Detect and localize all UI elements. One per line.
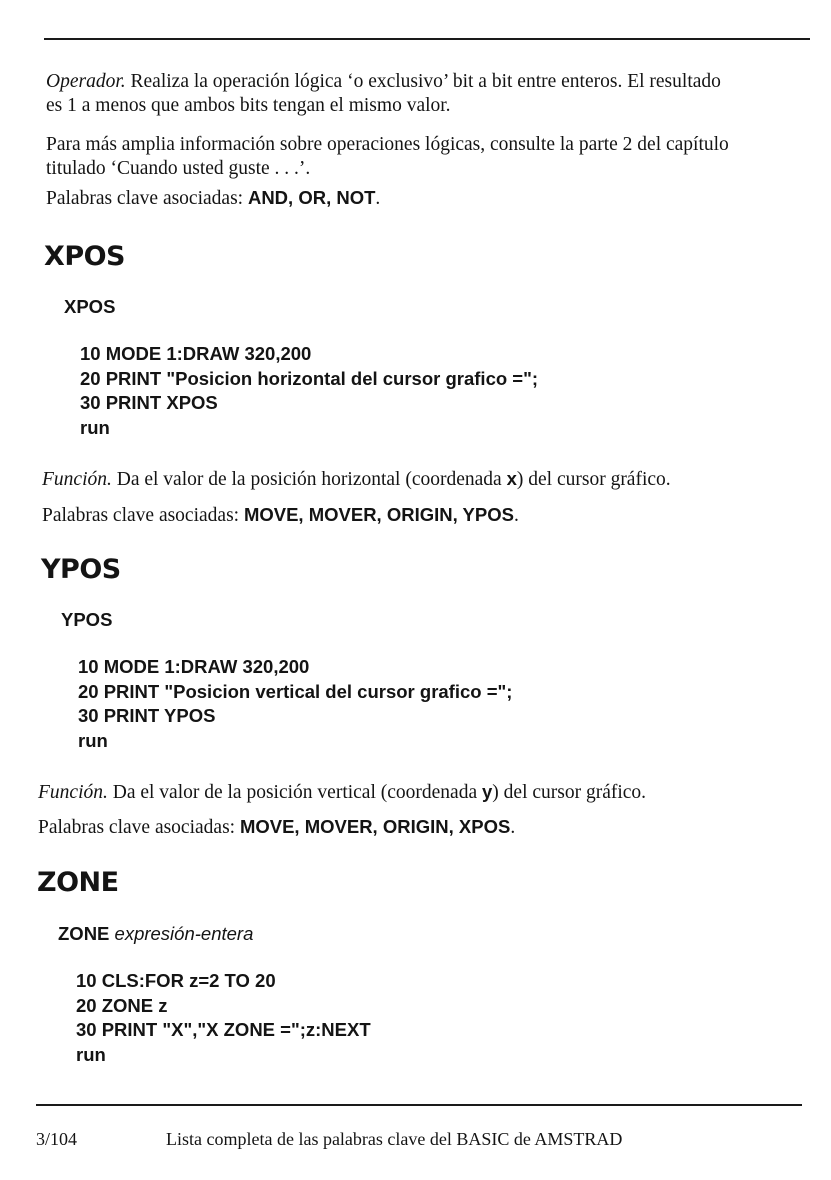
ypos-function: Función. Da el valor de la posición vertical (coordenada y) del cursor gráfico. <box>38 781 647 803</box>
xor-more-info: Para más amplia información sobre operaciones lógicas, consulte la parte 2 del capítulo titulado ‘Cuando usted guste . . .’. <box>46 134 729 179</box>
ypos-syntax: YPOS <box>61 609 113 630</box>
page-number: 3/104 <box>36 1129 78 1149</box>
xor-description-line-2: es 1 a menos que ambos bits tengan el mismo valor. <box>46 95 451 116</box>
xor-description-line-1: Operador. Realiza la operación lógica ‘o exclusivo’ bit a bit entre enteros. El resultado <box>46 71 721 92</box>
code-line: run <box>78 729 108 751</box>
xpos-function: Función. Da el valor de la posición horizontal (coordenada x) del cursor gráfico. <box>42 468 671 490</box>
ypos-code-example <box>78 655 512 753</box>
bottom-rule <box>36 1104 802 1106</box>
code-line: 10 MODE 1:DRAW 320,200 <box>78 656 310 677</box>
xpos-heading: XPOS <box>44 241 126 272</box>
top-rule <box>44 38 810 40</box>
code-line: 30 PRINT "X","X ZONE =";z:NEXT <box>76 1019 371 1040</box>
xpos-keyword-list: MOVE, MOVER, ORIGIN, YPOS <box>243 504 514 525</box>
xpos-code-example <box>80 342 538 440</box>
xor-keyword-list: AND, OR, NOT <box>247 187 376 208</box>
xpos-syntax: XPOS <box>64 296 116 317</box>
zone-heading: ZONE <box>37 867 119 898</box>
code-line: 10 MODE 1:DRAW 320,200 <box>80 343 312 364</box>
zone-code-example <box>76 969 371 1067</box>
ypos-heading: YPOS <box>41 554 121 585</box>
code-line: run <box>80 416 110 438</box>
footer-title: Lista completa de las palabras clave del BASIC de AMSTRAD <box>166 1129 623 1149</box>
ypos-function-label: Función. <box>38 782 108 803</box>
code-line: run <box>76 1043 106 1065</box>
code-line: 20 PRINT "Posicion vertical del cursor grafico ="; <box>78 680 513 702</box>
xor-associated-keywords: Palabras clave asociadas: AND, OR, NOT. <box>46 187 381 209</box>
xor-description <box>46 70 721 118</box>
zone-syntax: ZONE expresión-entera <box>58 923 254 944</box>
xpos-associated-keywords: Palabras clave asociadas: MOVE, MOVER, ORIGIN, YPOS. <box>42 504 519 526</box>
zone-syntax-argument: expresión-entera <box>114 923 254 944</box>
code-line: 20 PRINT "Posicion horizontal del cursor grafico ="; <box>80 367 539 389</box>
code-line: 10 CLS:FOR z=2 TO 20 <box>76 970 276 991</box>
ypos-associated-keywords: Palabras clave asociadas: MOVE, MOVER, ORIGIN, XPOS. <box>38 816 516 838</box>
xor-type-label: Operador. <box>46 71 126 92</box>
xpos-function-label: Función. <box>42 469 112 490</box>
code-line: 30 PRINT XPOS <box>80 392 218 413</box>
code-line: 30 PRINT YPOS <box>78 705 216 726</box>
code-line: 20 ZONE z <box>76 994 168 1016</box>
ypos-keyword-list: MOVE, MOVER, ORIGIN, XPOS <box>239 816 511 837</box>
